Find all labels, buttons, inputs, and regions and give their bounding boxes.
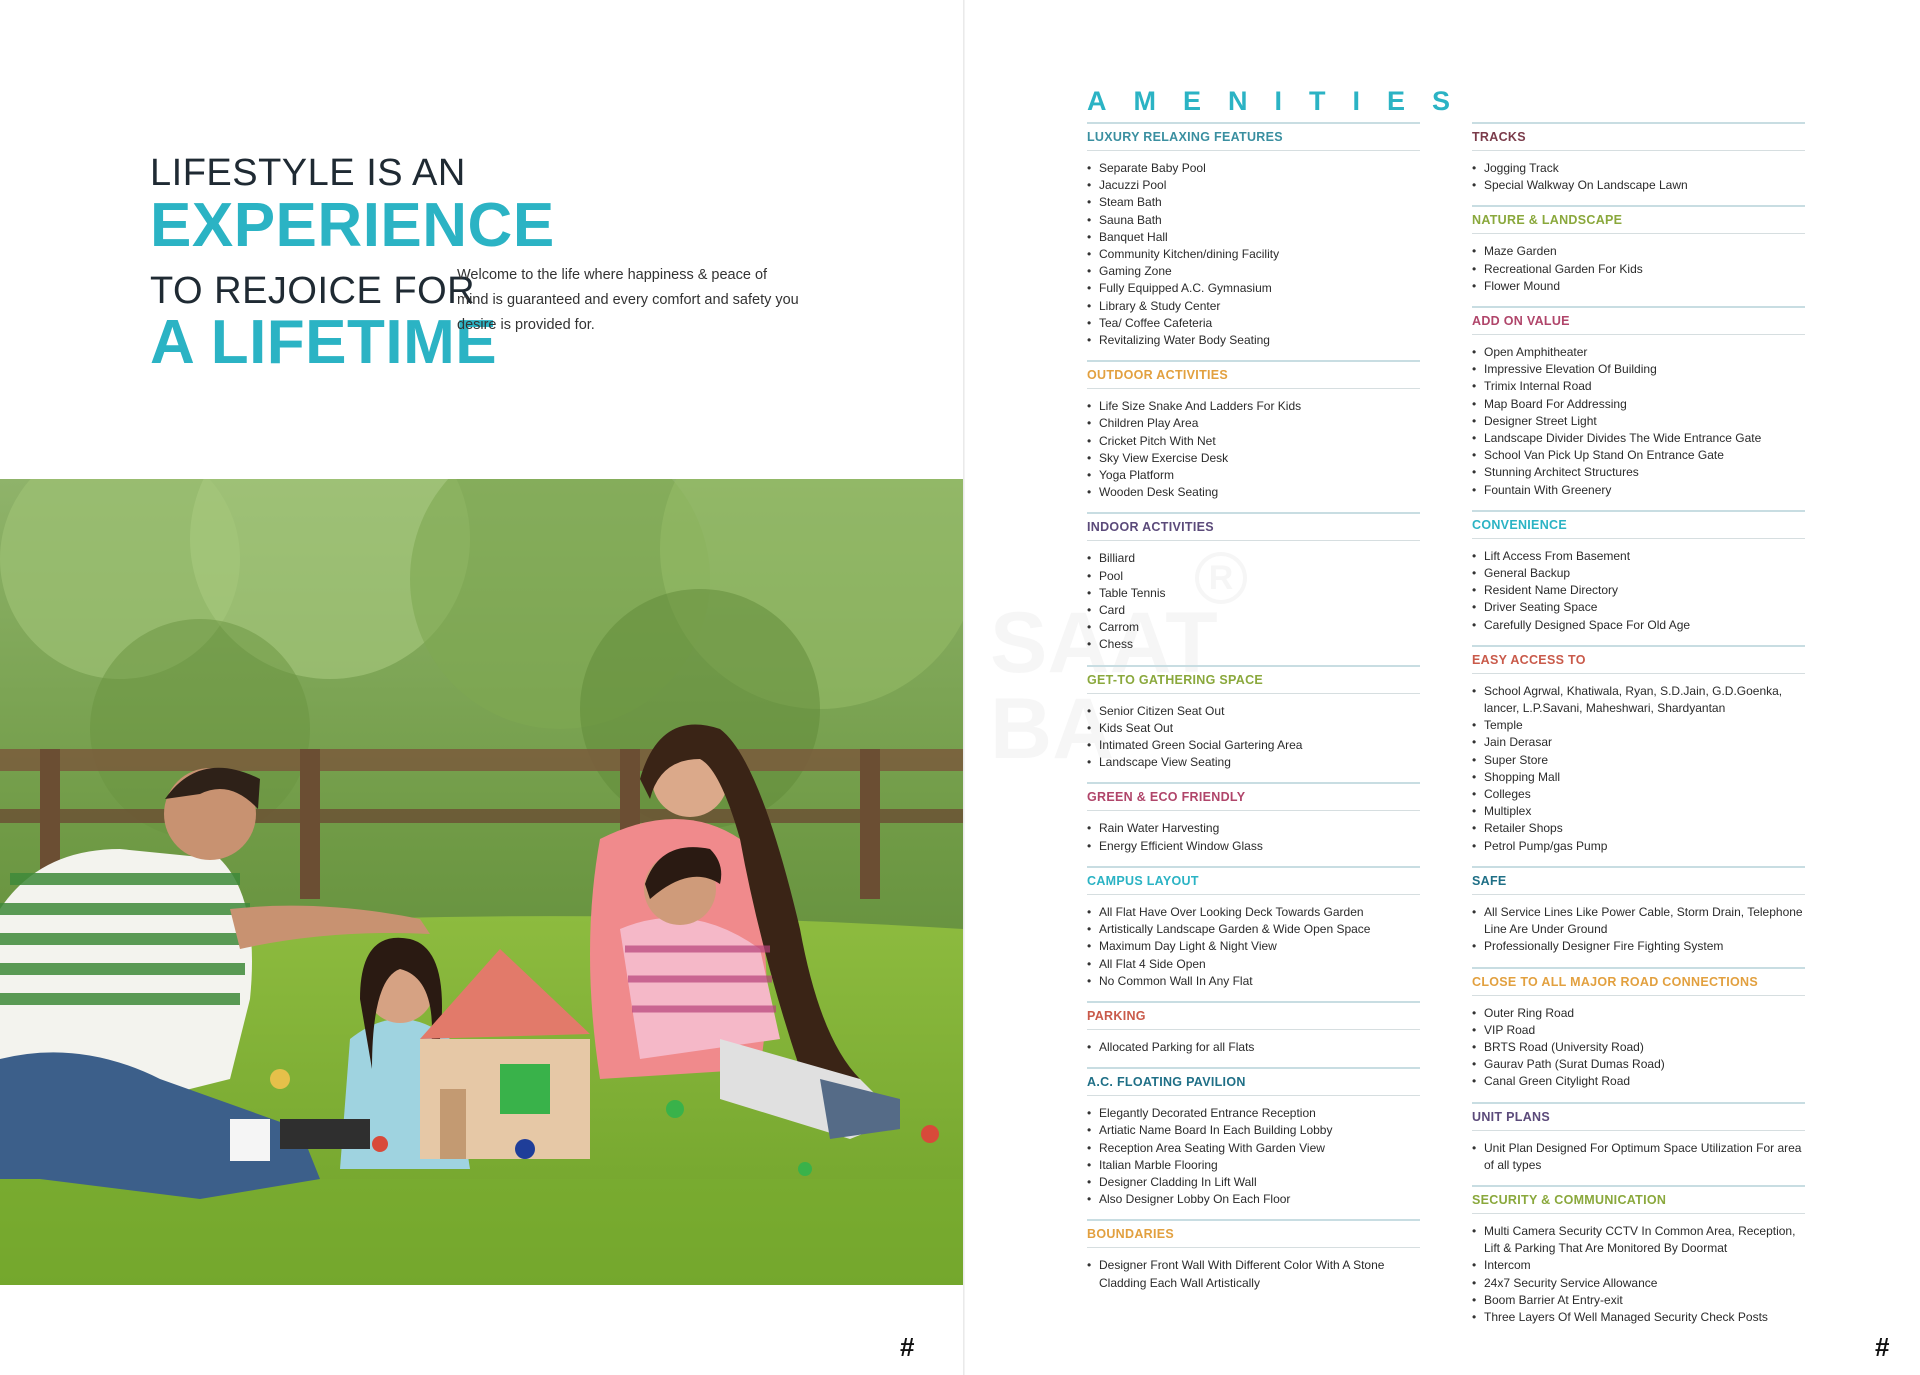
headline-line-3: TO REJOICE FOR — [150, 270, 476, 312]
amenity-item: • Intimated Green Social Gartering Area — [1087, 737, 1420, 754]
amenity-item: • Community Kitchen/dining Facility — [1087, 246, 1420, 263]
amenity-section-heading: NATURE & LANDSCAPE — [1472, 213, 1805, 234]
amenity-item: • School Agrwal, Khatiwala, Ryan, S.D.Jain, G.D.Goenka, lancer, L.P.Savani, Maheshwari, Shardyantan — [1472, 683, 1805, 717]
left-page-number: # — [900, 1332, 915, 1362]
amenity-item: • All Service Lines Like Power Cable, Storm Drain, Telephone Line Are Under Ground — [1472, 904, 1805, 938]
amenity-item: • Petrol Pump/gas Pump — [1472, 838, 1805, 855]
headline-line-4: A LIFETIME — [150, 308, 498, 377]
amenity-item: • Three Layers Of Well Managed Security Check Posts — [1472, 1309, 1805, 1326]
amenity-item: • Gaming Zone — [1087, 263, 1420, 280]
amenity-section — [1472, 205, 1805, 295]
amenity-item: • Designer Front Wall With Different Color With A Stone Cladding Each Wall Artistically — [1087, 1257, 1420, 1291]
amenity-item: • Super Store — [1472, 752, 1805, 769]
amenity-item: • Sauna Bath — [1087, 212, 1420, 229]
amenity-item: • Artistically Landscape Garden & Wide Open Space — [1087, 921, 1420, 938]
family-photo — [0, 479, 963, 1285]
amenity-item: • All Flat Have Over Looking Deck Towards Garden — [1087, 904, 1420, 921]
amenity-section — [1087, 122, 1420, 349]
amenity-list — [1087, 904, 1420, 990]
amenity-item: • Billiard — [1087, 550, 1420, 567]
amenity-section-heading: SAFE — [1472, 874, 1805, 895]
amenity-item: • Life Size Snake And Ladders For Kids — [1087, 398, 1420, 415]
amenity-section — [1087, 866, 1420, 990]
headline-line-2: EXPERIENCE — [150, 191, 555, 260]
amenity-item: • Children Play Area — [1087, 415, 1420, 432]
amenities-column-2 — [1472, 122, 1805, 1337]
amenity-section-heading: INDOOR ACTIVITIES — [1087, 520, 1420, 541]
amenity-item: • Lift Access From Basement — [1472, 548, 1805, 565]
amenity-item: • Temple — [1472, 717, 1805, 734]
amenity-item: • Fountain With Greenery — [1472, 482, 1805, 499]
amenity-section — [1087, 360, 1420, 501]
amenity-section — [1472, 1185, 1805, 1326]
amenity-item: • Trimix Internal Road — [1472, 378, 1805, 395]
amenities-column-1 — [1087, 122, 1420, 1303]
amenity-item: • Tea/ Coffee Cafeteria — [1087, 315, 1420, 332]
amenities-title: AMENITIES — [1087, 86, 1478, 116]
headline-line-1: LIFESTYLE IS AN — [150, 152, 466, 194]
amenity-item: • Steam Bath — [1087, 194, 1420, 211]
amenity-section — [1472, 866, 1805, 956]
amenity-section — [1087, 665, 1420, 772]
amenity-item: • Kids Seat Out — [1087, 720, 1420, 737]
amenity-list — [1472, 1005, 1805, 1091]
amenity-section — [1472, 306, 1805, 499]
amenity-section-heading: CAMPUS LAYOUT — [1087, 874, 1420, 895]
amenity-section-heading: EASY ACCESS TO — [1472, 653, 1805, 674]
amenity-item: • Jogging Track — [1472, 160, 1805, 177]
amenity-item: • BRTS Road (University Road) — [1472, 1039, 1805, 1056]
right-page-number: # — [1875, 1332, 1890, 1362]
amenity-item: • Landscape View Seating — [1087, 754, 1420, 771]
intro-paragraph: Welcome to the life where happiness & peace of mind is guaranteed and every comfort and safety you desire is provided for. — [457, 267, 799, 333]
amenity-list — [1472, 1223, 1805, 1326]
amenity-item: • Recreational Garden For Kids — [1472, 261, 1805, 278]
amenity-item: • Unit Plan Designed For Optimum Space Utilization For area of all types — [1472, 1140, 1805, 1174]
amenity-list — [1472, 1140, 1805, 1174]
amenity-item: • Chess — [1087, 636, 1420, 653]
amenity-list — [1472, 548, 1805, 634]
amenity-item: • Library & Study Center — [1087, 298, 1420, 315]
amenity-list — [1087, 1105, 1420, 1208]
amenity-section — [1087, 1219, 1420, 1291]
amenity-item: • Banquet Hall — [1087, 229, 1420, 246]
amenity-section-heading: GET-TO GATHERING SPACE — [1087, 673, 1420, 694]
amenity-item: • VIP Road — [1472, 1022, 1805, 1039]
amenity-item: • Italian Marble Flooring — [1087, 1157, 1420, 1174]
amenity-item: • Designer Cladding In Lift Wall — [1087, 1174, 1420, 1191]
amenity-item: • Card — [1087, 602, 1420, 619]
amenity-list — [1472, 344, 1805, 499]
amenity-list — [1087, 1039, 1420, 1056]
amenity-item: • Fully Equipped A.C. Gymnasium — [1087, 280, 1420, 297]
amenity-item: • Canal Green Citylight Road — [1472, 1073, 1805, 1090]
amenity-item: • Flower Mound — [1472, 278, 1805, 295]
amenity-item: • Table Tennis — [1087, 585, 1420, 602]
amenity-section-heading: CLOSE TO ALL MAJOR ROAD CONNECTIONS — [1472, 975, 1805, 996]
amenity-item: • Rain Water Harvesting — [1087, 820, 1420, 837]
amenity-item: • Sky View Exercise Desk — [1087, 450, 1420, 467]
amenity-item: • General Backup — [1472, 565, 1805, 582]
amenity-item: • School Van Pick Up Stand On Entrance Gate — [1472, 447, 1805, 464]
amenity-section — [1472, 1102, 1805, 1174]
amenity-list — [1472, 904, 1805, 956]
amenity-item: • Artiatic Name Board In Each Building Lobby — [1087, 1122, 1420, 1139]
amenity-item: • Professionally Designer Fire Fighting System — [1472, 938, 1805, 955]
amenity-item: • Landscape Divider Divides The Wide Entrance Gate — [1472, 430, 1805, 447]
amenity-section-heading: ADD ON VALUE — [1472, 314, 1805, 335]
amenity-list — [1472, 160, 1805, 194]
amenity-item: • Wooden Desk Seating — [1087, 484, 1420, 501]
amenity-item: • Separate Baby Pool — [1087, 160, 1420, 177]
amenity-section-heading: GREEN & ECO FRIENDLY — [1087, 790, 1420, 811]
amenity-item: • Retailer Shops — [1472, 820, 1805, 837]
amenity-section — [1472, 510, 1805, 634]
amenity-section — [1472, 122, 1805, 194]
amenity-item: • Shopping Mall — [1472, 769, 1805, 786]
amenity-item: • Revitalizing Water Body Seating — [1087, 332, 1420, 349]
amenity-section-heading: UNIT PLANS — [1472, 1110, 1805, 1131]
amenity-section — [1087, 782, 1420, 854]
amenity-section-heading: SECURITY & COMMUNICATION — [1472, 1193, 1805, 1214]
amenity-item: • Outer Ring Road — [1472, 1005, 1805, 1022]
amenity-item: • Maze Garden — [1472, 243, 1805, 260]
amenity-section-heading: OUTDOOR ACTIVITIES — [1087, 368, 1420, 389]
amenity-list — [1087, 820, 1420, 854]
amenity-section — [1472, 967, 1805, 1091]
amenity-section-heading: A.C. FLOATING PAVILION — [1087, 1075, 1420, 1096]
amenity-item: • Carrom — [1087, 619, 1420, 636]
amenity-item: • Allocated Parking for all Flats — [1087, 1039, 1420, 1056]
amenity-list — [1087, 398, 1420, 501]
amenity-item: • Yoga Platform — [1087, 467, 1420, 484]
amenity-item: • Stunning Architect Structures — [1472, 464, 1805, 481]
amenity-item: • Multiplex — [1472, 803, 1805, 820]
amenity-list — [1087, 1257, 1420, 1291]
amenity-item: • Special Walkway On Landscape Lawn — [1472, 177, 1805, 194]
amenity-item: • Colleges — [1472, 786, 1805, 803]
amenity-item: • All Flat 4 Side Open — [1087, 956, 1420, 973]
amenity-item: • Jacuzzi Pool — [1087, 177, 1420, 194]
amenity-item: • Intercom — [1472, 1257, 1805, 1274]
amenity-section-heading: LUXURY RELAXING FEATURES — [1087, 130, 1420, 151]
amenity-item: • Open Amphitheater — [1472, 344, 1805, 361]
amenity-item: • Resident Name Directory — [1472, 582, 1805, 599]
amenity-item: • Maximum Day Light & Night View — [1087, 938, 1420, 955]
amenity-section-heading: BOUNDARIES — [1087, 1227, 1420, 1248]
amenity-item: • Energy Efficient Window Glass — [1087, 838, 1420, 855]
amenity-section-heading: CONVENIENCE — [1472, 518, 1805, 539]
amenity-item: • Carefully Designed Space For Old Age — [1472, 617, 1805, 634]
amenity-section — [1087, 1001, 1420, 1056]
amenity-item: • Boom Barrier At Entry-exit — [1472, 1292, 1805, 1309]
amenity-item: • Elegantly Decorated Entrance Reception — [1087, 1105, 1420, 1122]
amenity-item: • Senior Citizen Seat Out — [1087, 703, 1420, 720]
amenity-item: • No Common Wall In Any Flat — [1087, 973, 1420, 990]
amenity-item: • Also Designer Lobby On Each Floor — [1087, 1191, 1420, 1208]
amenity-section-heading: PARKING — [1087, 1009, 1420, 1030]
amenity-list — [1472, 243, 1805, 295]
amenity-list — [1087, 160, 1420, 349]
amenity-section — [1087, 512, 1420, 653]
amenity-list — [1472, 683, 1805, 855]
amenity-item: • Impressive Elevation Of Building — [1472, 361, 1805, 378]
amenity-item: • Map Board For Addressing — [1472, 396, 1805, 413]
amenity-item: • Driver Seating Space — [1472, 599, 1805, 616]
amenity-list — [1087, 703, 1420, 772]
amenity-item: • Designer Street Light — [1472, 413, 1805, 430]
amenity-item: • Cricket Pitch With Net — [1087, 433, 1420, 450]
amenity-item: • Pool — [1087, 568, 1420, 585]
amenity-section-heading: TRACKS — [1472, 130, 1805, 151]
amenity-section — [1472, 645, 1805, 855]
amenity-item: • Jain Derasar — [1472, 734, 1805, 751]
amenity-item: • Gaurav Path (Surat Dumas Road) — [1472, 1056, 1805, 1073]
amenity-item: • Reception Area Seating With Garden View — [1087, 1140, 1420, 1157]
amenity-item: • Multi Camera Security CCTV In Common Area, Reception, Lift & Parking That Are Monitored By Doormat — [1472, 1223, 1805, 1257]
amenity-item: • 24x7 Security Service Allowance — [1472, 1275, 1805, 1292]
amenity-section — [1087, 1067, 1420, 1208]
amenity-list — [1087, 550, 1420, 653]
